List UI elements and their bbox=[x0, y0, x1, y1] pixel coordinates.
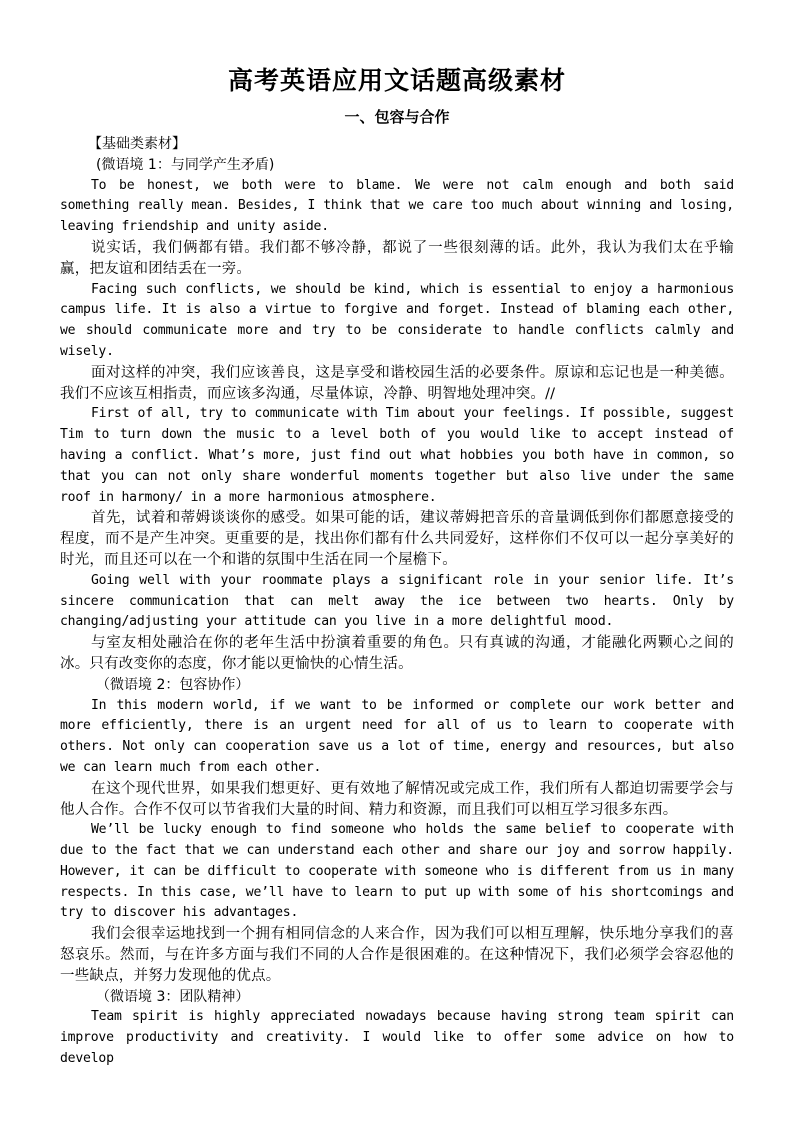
scene-2-chinese-paragraph-2: 我们会很幸运地找到一个拥有相同信念的人来合作，因为我们可以相互理解，快乐地分享我们的喜怒哀乐。然而，与在许多方面与我们不同的人合作是很困难的。在这种情况下，我们必须学会容忍他的一些缺点，并努力发现他的优点。 bbox=[60, 926, 734, 984]
scene-1-chinese-paragraph-2: 面对这样的冲突，我们应该善良，这是享受和谐校园生活的必要条件。原谅和忘记也是一种美德。我们不应该互相指责，而应该多沟通，尽量体谅，冷静、明智地处理冲突。// bbox=[60, 364, 734, 402]
scene-1-english-paragraph-4: Going well with your roommate plays a significant role in your senior life. It’s sincere communication that can melt away the ice between two hearts. Only by changing/adjusting your attitude can you live in a more delightful mood. bbox=[60, 572, 734, 630]
scene-1-chinese-paragraph-4: 与室友相处融洽在你的老年生活中扮演着重要的角色。只有真诚的沟通，才能融化两颗心之间的冰。只有改变你的态度，你才能以更愉快的心情生活。 bbox=[60, 635, 734, 672]
scene-1-english-paragraph-1: To be honest, we both were to blame. We were not calm enough and both said something really mean. Besides, I think that we care too much about winning and losing, leaving friendship and unity aside. bbox=[60, 177, 734, 235]
scene-1-chinese-paragraph-3: 首先，试着和蒂姆谈谈你的感受。如果可能的话，建议蒂姆把音乐的音量调低到你们都愿意接受的程度，而不是产生冲突。更重要的是，找出你们都有什么共同爱好，这样你们不仅可以一起分享美好的时光，而且还可以在一个和谐的氛围中生活在同一个屋檐下。 bbox=[60, 510, 734, 568]
section-heading: 一、包容与合作 bbox=[344, 108, 450, 126]
scene-1-english-paragraph-2: Facing such conflicts, we should be kind, which is essential to enjoy a harmonious campus life. It is also a virtue to forgive and forget. Instead of blaming each other, we should communicate more and try to be considerate to handle conflicts calmly and wisely. bbox=[60, 281, 734, 359]
scene-1-english-paragraph-3: First of all, try to communicate with Tim about your feelings. If possible, suggest Tim to turn down the music to a level both of you would like to accept instead of having a conflict. What’s more, just find out what hobbies you both have in common, so that you can not only share wonderful moments together but also live under the same roof in harmony/ in a more harmonious atmosphere. bbox=[60, 406, 734, 505]
scene-2-chinese-paragraph-1: 在这个现代世界，如果我们想更好、更有效地了解情况或完成工作，我们所有人都迫切需要学会与他人合作。合作不仅可以节省我们大量的时间、精力和资源，而且我们可以相互学习很多东西。 bbox=[60, 780, 734, 818]
scene-2-label: （微语境 2：包容协作） bbox=[96, 676, 250, 693]
scene-3-english-paragraph-1: Team spirit is highly appreciated nowadays because having strong team spirit can improve productivity and creativity. I would like to offer some advice on how to develop bbox=[60, 1009, 734, 1067]
scene-2-english-paragraph-2: We’ll be lucky enough to find someone who holds the same belief to cooperate with due to the fact that we can understand each other and share our joy and sorrow happily. However, it can be difficult to cooperate with someone who is different from us in many respects. In this case, we’ll have to learn to put up with some of his shortcomings and try to discover his advantages. bbox=[60, 822, 734, 921]
basic-material-label: 【基础类素材】 bbox=[88, 136, 186, 152]
scene-3-label: （微语境 3：团队精神） bbox=[96, 988, 250, 1005]
document-title: 高考英语应用文话题高级素材 bbox=[227, 66, 566, 95]
scene-2-english-paragraph-1: In this modern world, if we want to be informed or complete our work better and more efficiently, there is an urgent need for all of us to learn to cooperate with others. Not only can cooperation save us a lot of time, energy and resources, but also we can learn much from each other. bbox=[60, 697, 734, 775]
scene-1-label: (微语境 1：与同学产生矛盾) bbox=[96, 156, 275, 173]
scene-1-chinese-paragraph-1: 说实话，我们俩都有错。我们都不够冷静，都说了一些很刻薄的话。此外，我认为我们太在乎输赢，把友谊和团结丢在一旁。 bbox=[60, 239, 734, 277]
document-page bbox=[60, 58, 734, 1070]
